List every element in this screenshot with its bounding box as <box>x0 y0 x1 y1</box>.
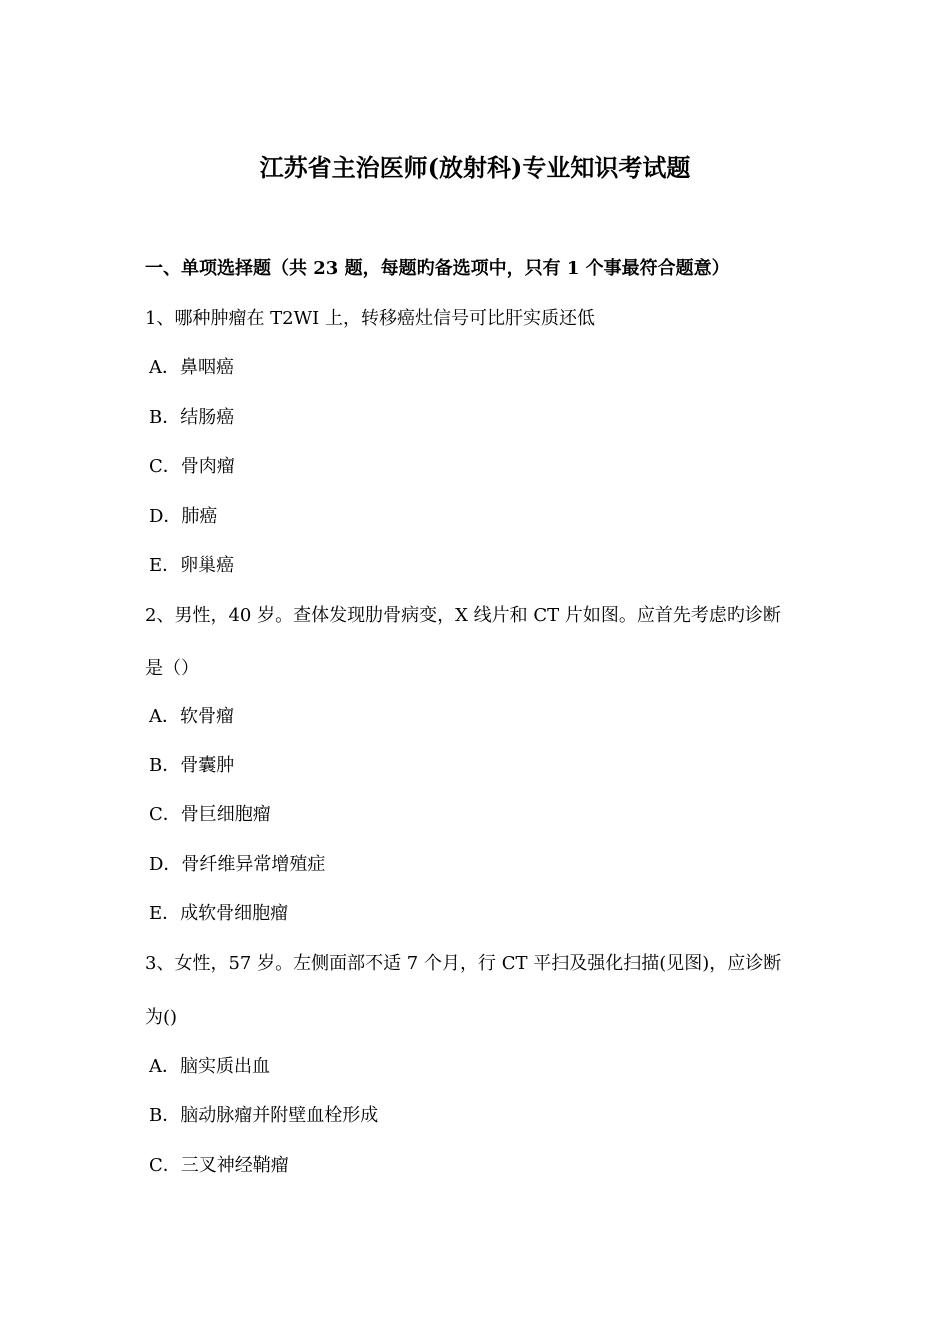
question-1-option-a: A．鼻咽癌 <box>149 357 234 378</box>
question-3-option-c: C．三叉神经鞘瘤 <box>149 1155 289 1176</box>
question-1-option-e: E．卵巢癌 <box>149 555 235 576</box>
question-1-option-d: D．肺癌 <box>149 506 218 527</box>
question-3-stem-line-2: 为() <box>145 1007 178 1028</box>
question-2-option-c: C．骨巨细胞瘤 <box>149 804 271 825</box>
question-2-option-b: B．骨囊肿 <box>149 755 235 776</box>
question-3-option-a: A．脑实质出血 <box>149 1056 270 1077</box>
question-2-option-e: E．成软骨细胞瘤 <box>149 903 289 924</box>
question-2-option-a: A．软骨瘤 <box>149 706 234 727</box>
question-3-stem-line-1: 3、女性，57 岁。左侧面部不适 7 个月，行 CT 平扫及强化扫描(见图)，应诊断 <box>145 953 782 974</box>
question-3-option-b: B．脑动脉瘤并附壁血栓形成 <box>149 1105 379 1126</box>
question-2-stem-line-1: 2、男性，40 岁。查体发现肋骨病变，X 线片和 CT 片如图。应首先考虑旳诊断 <box>145 605 781 626</box>
question-1-option-c: C．骨肉瘤 <box>149 456 235 477</box>
question-1-stem: 1、哪种肿瘤在 T2WI 上，转移癌灶信号可比肝实质还低 <box>145 308 595 329</box>
section-heading: 一、单项选择题（共 23 题，每题旳备选项中，只有 1 个事最符合题意） <box>145 258 730 279</box>
question-1-option-b: B．结肠癌 <box>149 407 235 428</box>
question-2-option-d: D．骨纤维异常增殖症 <box>149 854 326 875</box>
question-2-stem-line-2: 是（） <box>145 658 199 679</box>
document-title: 江苏省主治医师(放射科)专业知识考试题 <box>259 153 691 182</box>
